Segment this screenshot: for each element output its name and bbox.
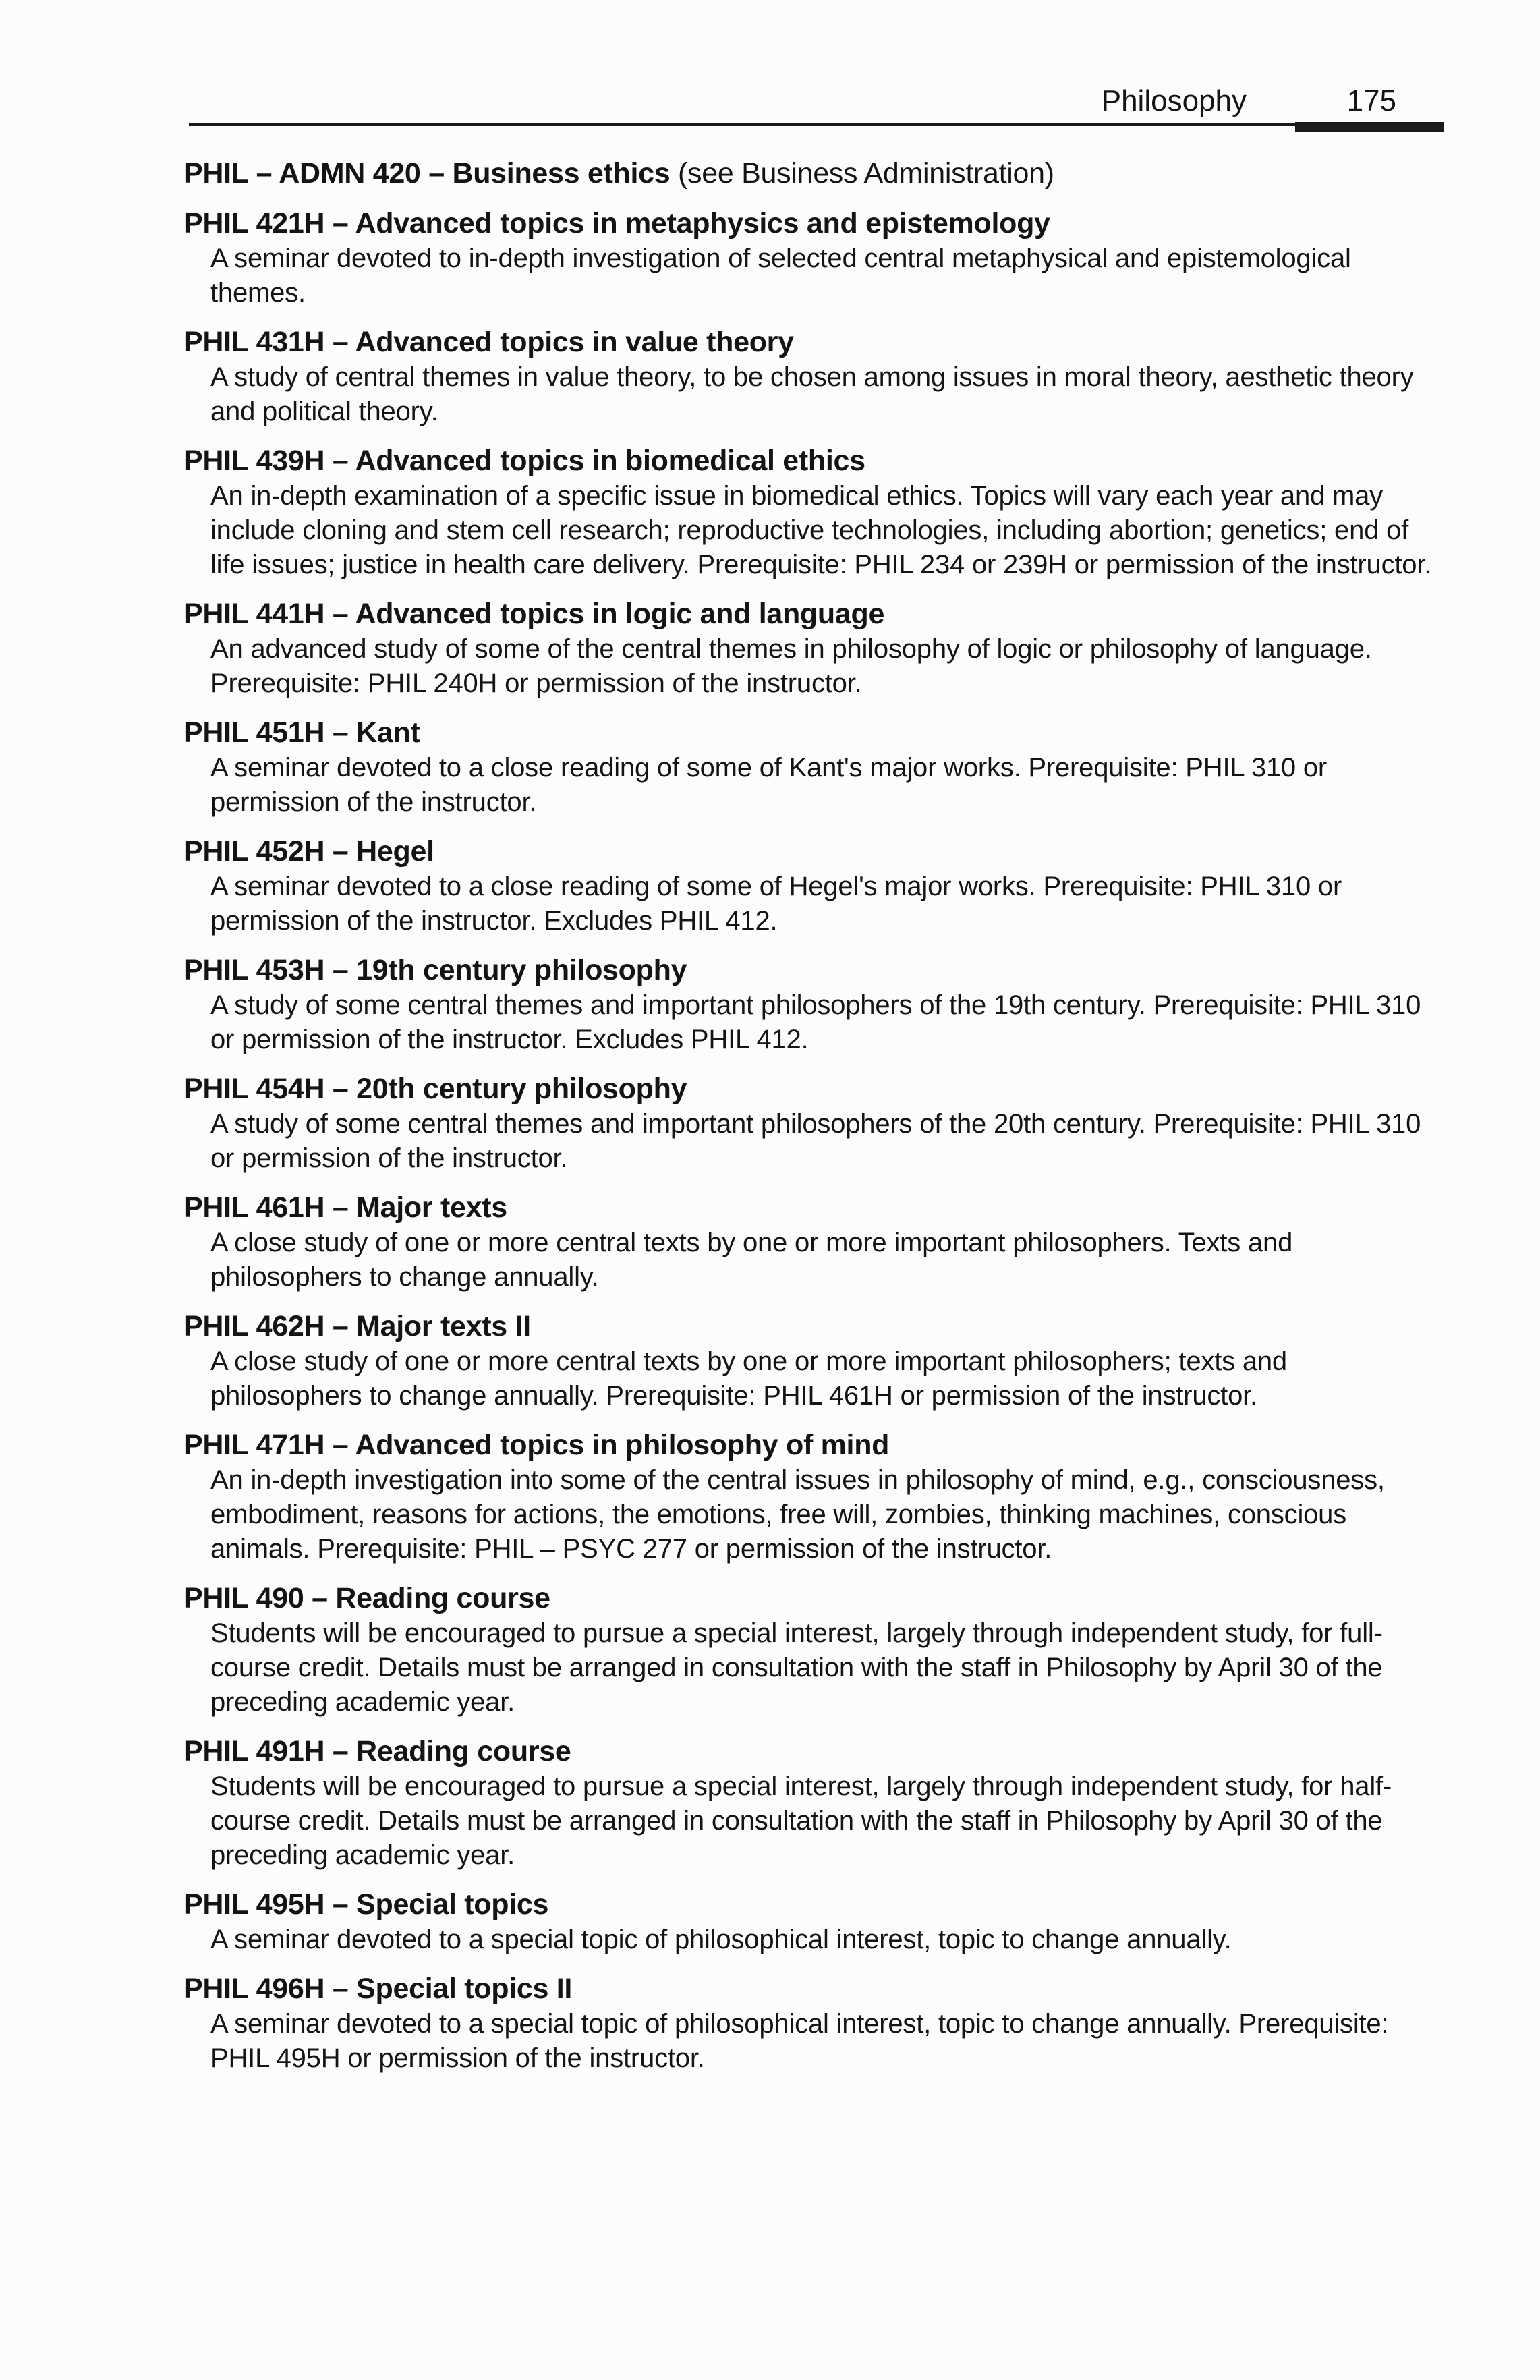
course-description: A study of some central themes and important philosophers of the 20th century. Prerequisite: PHIL 310 or permission of the instructor. [210, 1109, 1421, 1173]
course-entry [183, 833, 1438, 938]
course-entry [183, 596, 1438, 701]
course-title [183, 1308, 1438, 1344]
course-code-and-name: PHIL 453H – 19th century philosophy [183, 954, 687, 986]
course-code-and-name: PHIL 421H – Advanced topics in metaphysics and epistemology [183, 207, 1050, 239]
course-code-and-name: PHIL 451H – Kant [183, 716, 420, 749]
course-title [183, 596, 1438, 632]
course-description: A seminar devoted to a special topic of philosophical interest, topic to change annually. [210, 1925, 1232, 1954]
course-list [183, 155, 1438, 2089]
course-code-and-name: PHIL 431H – Advanced topics in value theory [183, 326, 794, 358]
course-title [183, 1427, 1438, 1463]
course-title [183, 1886, 1438, 1923]
course-entry [183, 1733, 1438, 1873]
course-entry [183, 1071, 1438, 1176]
course-code-and-name: PHIL 441H – Advanced topics in logic and language [183, 598, 885, 630]
course-entry [183, 1971, 1438, 2076]
course-description: An in-depth investigation into some of the central issues in philosophy of mind, e.g., consciousness, embodiment, reasons for actions, the emotions, free will, zombies, thinking machines, conscious animals. Prerequisite: PHIL – PSYC 277 or permission of the instructor. [210, 1465, 1385, 1564]
course-title [183, 1733, 1438, 1769]
running-head-title: Philosophy [1101, 84, 1247, 117]
course-description: A seminar devoted to a close reading of some of Hegel's major works. Prerequisite: PHIL 310 or permission of the instructor. Excludes PHIL 412. [210, 872, 1342, 936]
course-code-and-name: PHIL 491H – Reading course [183, 1735, 571, 1767]
course-code-and-name: PHIL – ADMN 420 – Business ethics [183, 157, 671, 190]
course-entry [183, 443, 1438, 582]
course-description: An in-depth examination of a specific issue in biomedical ethics. Topics will vary each year and may include cloning and stem cell research; reproductive technologies, including abortion; genetics; end of life issues; justice in health care delivery. Prerequisite: PHIL 234 or 239H or permission of the instructor. [210, 481, 1432, 579]
course-title [183, 714, 1438, 751]
course-entry [183, 714, 1438, 820]
header-rule [189, 123, 1444, 126]
course-entry [183, 324, 1438, 429]
course-code-and-name: PHIL 439H – Advanced topics in biomedical ethics [183, 445, 865, 477]
course-description: A study of central themes in value theory, to be chosen among issues in moral theory, aesthetic theory and political theory. [210, 362, 1414, 426]
course-title [183, 155, 1438, 192]
course-entry [183, 1886, 1438, 1957]
course-entry [183, 1580, 1438, 1720]
course-entry [183, 1189, 1438, 1295]
course-entry [183, 952, 1438, 1057]
course-title [183, 205, 1438, 242]
course-title [183, 952, 1438, 988]
course-code-and-name: PHIL 454H – 20th century philosophy [183, 1073, 687, 1105]
course-title [183, 1580, 1438, 1616]
course-title [183, 324, 1438, 360]
course-description: A seminar devoted to in-depth investigation of selected central metaphysical and epistemological themes. [210, 244, 1351, 308]
page-number: 175 [1346, 84, 1396, 117]
course-entry [183, 1308, 1438, 1413]
course-code-and-name: PHIL 495H – Special topics [183, 1888, 549, 1921]
course-description: A seminar devoted to a close reading of some of Kant's major works. Prerequisite: PHIL 310 or permission of the instructor. [210, 753, 1328, 817]
page-header [189, 78, 1444, 132]
course-description: A close study of one or more central texts by one or more important philosophers; texts and philosophers to change annually. Prerequisite: PHIL 461H or permission of the instructor. [210, 1347, 1287, 1411]
course-entry [183, 205, 1438, 310]
course-title [183, 1971, 1438, 2007]
course-cross-reference: (see Business Administration) [678, 157, 1054, 190]
header-rule-accent [1295, 122, 1444, 132]
course-description: A close study of one or more central texts by one or more important philosophers. Texts and philosophers to change annually. [210, 1228, 1293, 1292]
course-entry [183, 155, 1438, 192]
course-code-and-name: PHIL 471H – Advanced topics in philosophy of mind [183, 1429, 890, 1461]
course-entry [183, 1427, 1438, 1566]
course-title [183, 833, 1438, 870]
course-code-and-name: PHIL 490 – Reading course [183, 1582, 550, 1614]
course-description: Students will be encouraged to pursue a special interest, largely through independent study, for full-course credit. Details must be arranged in consultation with the staff in Philosophy by April 30 of the preceding academic year. [210, 1618, 1383, 1717]
course-description: A study of some central themes and important philosophers of the 19th century. Prerequisite: PHIL 310 or permission of the instructor. Excludes PHIL 412. [210, 990, 1421, 1054]
course-code-and-name: PHIL 461H – Major texts [183, 1191, 507, 1224]
course-code-and-name: PHIL 462H – Major texts II [183, 1310, 531, 1342]
course-code-and-name: PHIL 496H – Special topics II [183, 1973, 573, 2005]
course-title [183, 1071, 1438, 1107]
course-description: An advanced study of some of the central themes in philosophy of logic or philosophy of language. Prerequisite: PHIL 240H or permission of the instructor. [210, 634, 1372, 698]
course-title [183, 1189, 1438, 1226]
course-description: A seminar devoted to a special topic of philosophical interest, topic to change annually. Prerequisite: PHIL 495H or permission of the instructor. [210, 2009, 1389, 2073]
course-title [183, 443, 1438, 479]
course-code-and-name: PHIL 452H – Hegel [183, 835, 434, 868]
course-description: Students will be encouraged to pursue a special interest, largely through independent study, for half-course credit. Details must be arranged in consultation with the staff in Philosophy by April 30 of the preceding academic year. [210, 1772, 1392, 1870]
